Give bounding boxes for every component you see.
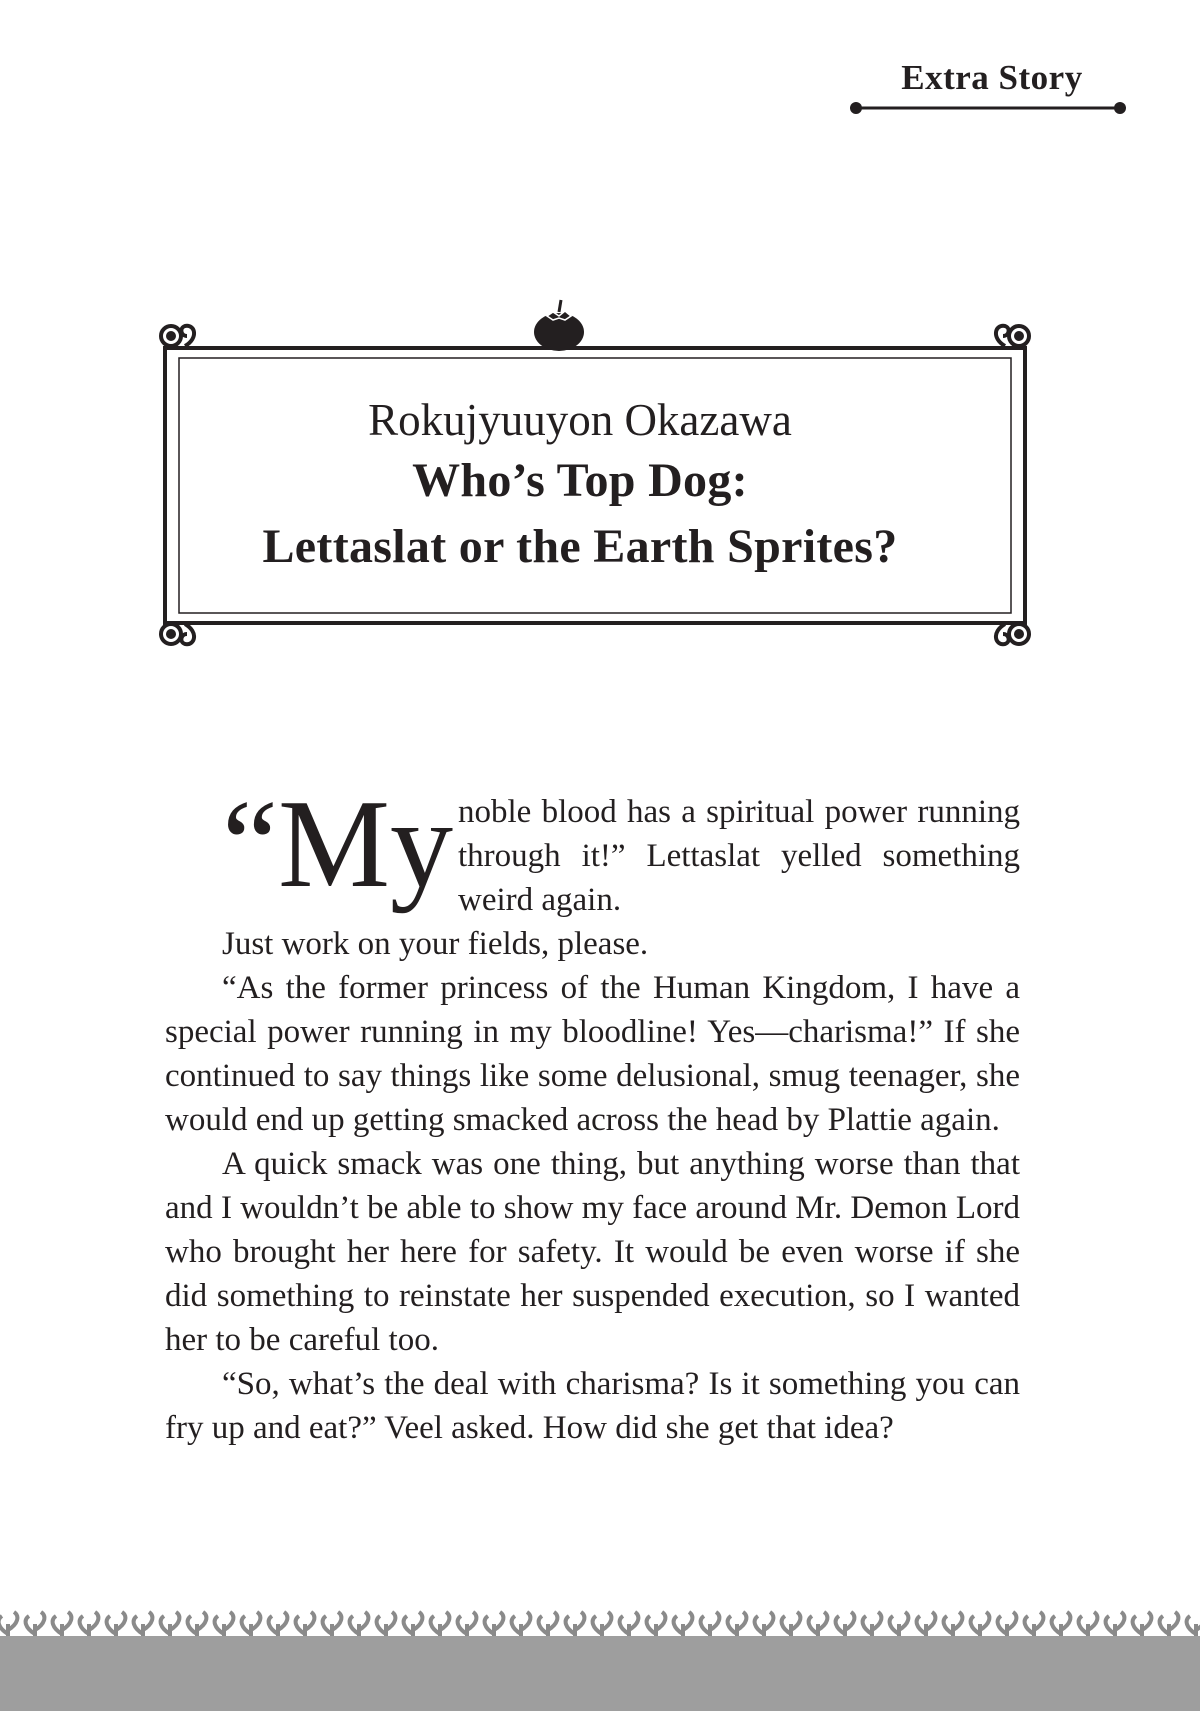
- page-footer-decoration: [0, 1598, 1200, 1711]
- chapter-title-line-2: Lettaslat or the Earth Sprites?: [262, 520, 898, 573]
- paragraph: A quick smack was one thing, but anything worse than that and I wouldn’t be able to show my face around Mr. Demon Lord who brought her here for safety. It would be even worse if she did something to reinstate her suspended execution, so I wanted her to be careful too.: [165, 1146, 1020, 1358]
- opening-text: noble blood has a spiritual power running through it!” Lettaslat yelled something weird again.: [458, 794, 1020, 918]
- chapter-title-line-1: Who’s Top Dog:: [412, 454, 748, 507]
- paragraph: Just work on your fields, please.: [222, 926, 649, 962]
- author-name: Rokujyuuyon Okazawa: [368, 395, 792, 445]
- tomato-icon: [534, 300, 584, 351]
- story-body: [165, 775, 1020, 1450]
- paragraph: “So, what’s the deal with charisma? Is it something you can fry up and eat?” Veel asked. How did she get that idea?: [165, 1366, 1020, 1446]
- footer-band: [0, 1636, 1200, 1711]
- chapter-title-block: [160, 392, 1000, 580]
- section-label: Extra Story: [901, 58, 1083, 97]
- corner-scroll-icon: [996, 624, 1029, 644]
- corner-scroll-icon: [996, 326, 1029, 346]
- drop-cap-word: My: [277, 775, 453, 914]
- opening-paragraph: [165, 775, 1020, 922]
- drop-cap-quote: “: [222, 775, 278, 914]
- header-rule: [848, 100, 1128, 116]
- corner-scroll-icon: [161, 624, 194, 644]
- corner-scroll-icon: [161, 326, 194, 346]
- drop-cap: [222, 775, 453, 914]
- paragraph: “As the former princess of the Human Kingdom, I have a special power running in my bloodline! Yes—charisma!” If she continued to say things like some delusional, smug teenager, she would end up getting smacked across the head by Plattie again.: [165, 970, 1020, 1138]
